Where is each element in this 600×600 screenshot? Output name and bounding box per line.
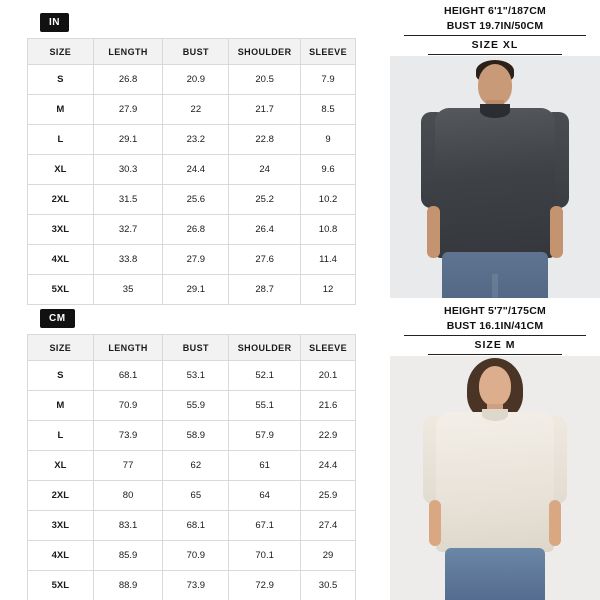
model-photos-column — [390, 0, 600, 600]
table-row — [28, 65, 356, 95]
cell-length: 30.3 — [93, 155, 163, 185]
col-header-size: SIZE — [28, 39, 94, 65]
model-block-female — [390, 300, 600, 600]
cell-sleeve: 12 — [301, 275, 356, 305]
cell-length: 73.9 — [93, 421, 163, 451]
cell-sleeve: 8.5 — [301, 95, 356, 125]
cell-shoulder: 57.9 — [229, 421, 301, 451]
model-spec-female — [390, 300, 600, 355]
cell-shoulder: 70.1 — [229, 541, 301, 571]
table-row — [28, 245, 356, 275]
model-bust-male: BUST 19.7IN/50CM — [446, 20, 544, 32]
cell-bust: 27.9 — [163, 245, 229, 275]
model-arm-right — [550, 206, 563, 258]
cell-bust: 70.9 — [163, 541, 229, 571]
unit-badge-inches-wrap — [40, 12, 69, 32]
model-size-female: SIZE M — [474, 339, 516, 351]
cell-length: 68.1 — [93, 361, 163, 391]
cell-size: 3XL — [28, 511, 94, 541]
spec-divider-2 — [428, 54, 562, 55]
cell-shoulder: 26.4 — [229, 215, 301, 245]
cell-bust: 24.4 — [163, 155, 229, 185]
cell-bust: 29.1 — [163, 275, 229, 305]
table-row — [28, 95, 356, 125]
cell-bust: 65 — [163, 481, 229, 511]
cell-length: 83.1 — [93, 511, 163, 541]
cell-sleeve: 25.9 — [301, 481, 356, 511]
cell-bust: 62 — [163, 451, 229, 481]
model-jeans — [445, 548, 545, 600]
model-height-female: HEIGHT 5'7"/175CM — [444, 305, 546, 317]
cell-shoulder: 64 — [229, 481, 301, 511]
cell-bust: 53.1 — [163, 361, 229, 391]
cell-sleeve: 9.6 — [301, 155, 356, 185]
cell-shoulder: 52.1 — [229, 361, 301, 391]
model-photo-female — [390, 356, 600, 600]
model-head — [479, 366, 511, 406]
model-spec-male — [390, 0, 600, 55]
cell-size: 4XL — [28, 245, 94, 275]
cell-sleeve: 9 — [301, 125, 356, 155]
cell-size: 2XL — [28, 481, 94, 511]
table-header-row — [28, 39, 356, 65]
cell-size: S — [28, 361, 94, 391]
cell-sleeve: 10.8 — [301, 215, 356, 245]
cell-sleeve: 27.4 — [301, 511, 356, 541]
model-bust-female: BUST 16.1IN/41CM — [446, 320, 544, 332]
cell-shoulder: 72.9 — [229, 571, 301, 600]
col-header-sleeve: SLEEVE — [301, 39, 356, 65]
cell-shoulder: 27.6 — [229, 245, 301, 275]
cell-size: XL — [28, 155, 94, 185]
table-row — [28, 125, 356, 155]
spec-divider-2 — [428, 354, 562, 355]
cell-shoulder: 55.1 — [229, 391, 301, 421]
cell-size: S — [28, 65, 94, 95]
table-row — [28, 511, 356, 541]
col-header-bust: BUST — [163, 39, 229, 65]
spec-divider — [404, 335, 586, 336]
size-table-inches — [27, 38, 356, 305]
cell-sleeve: 24.4 — [301, 451, 356, 481]
cell-shoulder: 20.5 — [229, 65, 301, 95]
cell-shoulder: 67.1 — [229, 511, 301, 541]
cell-size: M — [28, 391, 94, 421]
cell-size: M — [28, 95, 94, 125]
tshirt-body-cream — [436, 412, 554, 552]
cell-size: 2XL — [28, 185, 94, 215]
cell-bust: 73.9 — [163, 571, 229, 600]
cell-size: 5XL — [28, 571, 94, 600]
cell-length: 31.5 — [93, 185, 163, 215]
cell-bust: 23.2 — [163, 125, 229, 155]
cell-bust: 26.8 — [163, 215, 229, 245]
model-jeans — [442, 252, 548, 298]
cell-bust: 55.9 — [163, 391, 229, 421]
cell-size: 3XL — [28, 215, 94, 245]
cell-sleeve: 30.5 — [301, 571, 356, 600]
table-row — [28, 275, 356, 305]
cell-length: 29.1 — [93, 125, 163, 155]
cell-size: XL — [28, 451, 94, 481]
cell-length: 85.9 — [93, 541, 163, 571]
cell-sleeve: 10.2 — [301, 185, 356, 215]
model-block-male — [390, 0, 600, 298]
cell-size: L — [28, 421, 94, 451]
unit-badge-cm: CM — [40, 309, 75, 328]
cell-sleeve: 20.1 — [301, 361, 356, 391]
cell-bust: 25.6 — [163, 185, 229, 215]
table-row — [28, 541, 356, 571]
table-row — [28, 481, 356, 511]
col-header-length: LENGTH — [93, 39, 163, 65]
model-photo-male — [390, 56, 600, 298]
cell-shoulder: 25.2 — [229, 185, 301, 215]
cell-length: 88.9 — [93, 571, 163, 600]
cell-size: 4XL — [28, 541, 94, 571]
cell-size: L — [28, 125, 94, 155]
cell-sleeve: 7.9 — [301, 65, 356, 95]
cell-length: 77 — [93, 451, 163, 481]
col-header-shoulder: SHOULDER — [229, 39, 301, 65]
size-table-cm — [27, 334, 356, 600]
cell-length: 33.8 — [93, 245, 163, 275]
cell-bust: 68.1 — [163, 511, 229, 541]
table-header-row — [28, 335, 356, 361]
unit-badge-cm-wrap — [40, 308, 75, 328]
col-header-size: SIZE — [28, 335, 94, 361]
model-height-male: HEIGHT 6'1"/187CM — [444, 5, 546, 17]
col-header-shoulder: SHOULDER — [229, 335, 301, 361]
table-row — [28, 155, 356, 185]
cell-sleeve: 21.6 — [301, 391, 356, 421]
table-row — [28, 215, 356, 245]
cell-sleeve: 22.9 — [301, 421, 356, 451]
model-arm-left — [427, 206, 440, 258]
col-header-sleeve: SLEEVE — [301, 335, 356, 361]
cell-shoulder: 21.7 — [229, 95, 301, 125]
cell-bust: 20.9 — [163, 65, 229, 95]
col-header-bust: BUST — [163, 335, 229, 361]
cell-shoulder: 61 — [229, 451, 301, 481]
cell-length: 26.8 — [93, 65, 163, 95]
cell-bust: 58.9 — [163, 421, 229, 451]
cell-shoulder: 24 — [229, 155, 301, 185]
cell-length: 27.9 — [93, 95, 163, 125]
unit-badge-inches: IN — [40, 13, 69, 32]
table-row — [28, 185, 356, 215]
cell-length: 70.9 — [93, 391, 163, 421]
cell-length: 35 — [93, 275, 163, 305]
cell-sleeve: 29 — [301, 541, 356, 571]
cell-shoulder: 28.7 — [229, 275, 301, 305]
spec-divider — [404, 35, 586, 36]
cell-length: 32.7 — [93, 215, 163, 245]
col-header-length: LENGTH — [93, 335, 163, 361]
table-row — [28, 391, 356, 421]
cell-bust: 22 — [163, 95, 229, 125]
tshirt-body-dark — [435, 108, 555, 258]
cell-shoulder: 22.8 — [229, 125, 301, 155]
model-arm-right — [549, 500, 561, 546]
cell-length: 80 — [93, 481, 163, 511]
table-row — [28, 421, 356, 451]
model-size-male: SIZE XL — [471, 39, 519, 51]
table-row — [28, 571, 356, 600]
table-row — [28, 361, 356, 391]
model-arm-left — [429, 500, 441, 546]
table-row — [28, 451, 356, 481]
cell-sleeve: 11.4 — [301, 245, 356, 275]
cell-size: 5XL — [28, 275, 94, 305]
